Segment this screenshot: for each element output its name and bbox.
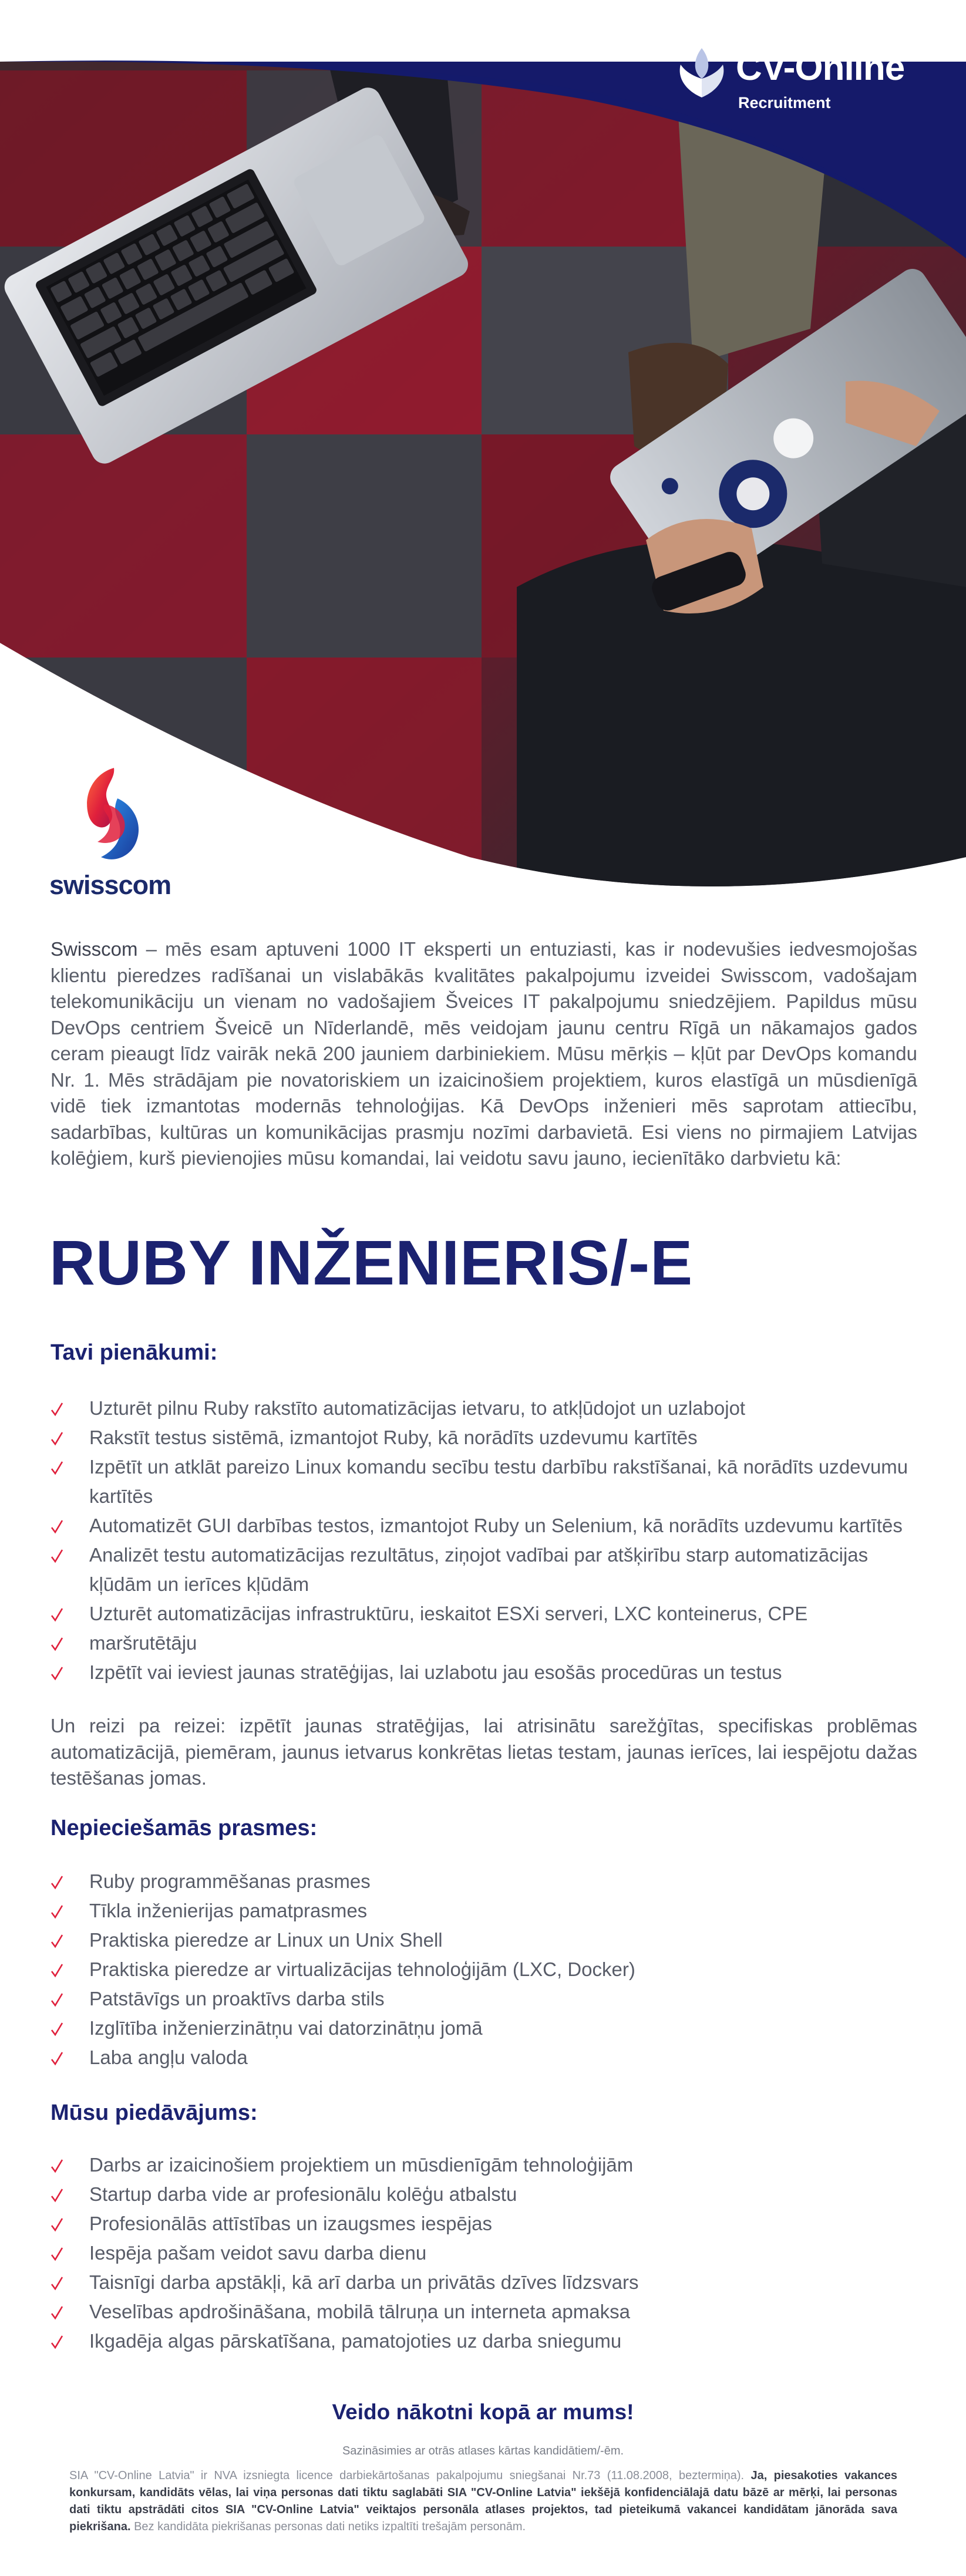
list-item: Praktiska pieredze ar Linux un Unix Shell	[51, 1926, 931, 1955]
cv-online-mark-icon	[672, 43, 731, 102]
list-item: Praktiska pieredze ar virtualizācijas tehnoloģijām (LXC, Docker)	[51, 1955, 931, 1984]
list-item: Uzturēt pilnu Ruby rakstīto automatizācijas ietvaru, to atkļūdojot un uzlabojot	[51, 1394, 931, 1423]
checkmark-icon	[51, 2022, 63, 2037]
checkmark-icon	[51, 2305, 63, 2321]
intro-text: – mēs esam aptuveni 1000 IT eksperti un entuziasti, kas ir nodevušies iedvesmojošas klientu pieredzes radīšanai un vislabākās kvalitātes pakalpojumu izveidei Swisscom, vadošajam telekomunikāciju un vienam no vadošajiem Šveices IT pakalpojumu sniedzējiem. Papildus mūsu DevOps centriem Šveicē un Nīderlandē, mēs veidojam jaunu centru Rīgā un nākamajos gados ceram pieaugt līdz vairāk nekā 200 jauniem darbiniekiem. Mūsu mērķis – kļūt par DevOps komandu Nr. 1. Mēs strādājam pie novatoriskiem un izaicinošiem projektiem, kuros elastīgā un mūsdienīgā vidē tiek izmantotas modernās tehnoloģijas. Kā DevOps inženieri mēs saprotam attiecību, sadarbības, kultūras un komunikācijas prasmju nozīmi darbavietā. Esi viens no pirmajiem Latvijas kolēģiem, kurš pievienojies mūsu komandai, lai veidotu savu jauno, iecienītāko darbvietu kā:	[51, 938, 917, 1169]
legal-notice	[69, 2467, 897, 2535]
checkmark-icon	[51, 1637, 63, 1652]
checkmark-icon	[51, 1666, 63, 1681]
list-item: Darbs ar izaicinošiem projektiem un mūsdienīgām tehnoloģijām	[51, 2150, 931, 2180]
checkmark-icon	[51, 1519, 63, 1535]
company-intro	[51, 936, 917, 1172]
skills-title: Nepieciešamās prasmes:	[51, 1816, 318, 1840]
duties-title: Tavi pienākumi:	[51, 1340, 218, 1365]
checkmark-icon	[51, 2217, 63, 2233]
brand-name: CV-Online	[736, 48, 905, 88]
list-item: Taisnīgi darba apstākļi, kā arī darba un privātās dzīves līdzsvars	[51, 2268, 931, 2297]
checkmark-icon	[51, 1402, 63, 1417]
list-item: Patstāvīgs un proaktīvs darba stils	[51, 1984, 931, 2014]
checkmark-icon	[51, 2188, 63, 2203]
skills-list	[51, 1867, 931, 2072]
list-item: Veselības apdrošināšana, mobilā tālruņa un interneta apmaksa	[51, 2297, 931, 2327]
checkmark-icon	[51, 1549, 63, 1564]
checkmark-icon	[51, 1461, 63, 1476]
list-item: Izpētīt un atklāt pareizo Linux komandu secību testu darbību rakstīšanai, kā norādīts uzdevumu kartītēs	[51, 1452, 931, 1511]
checkmark-icon	[51, 2159, 63, 2174]
list-item: Ikgadēja algas pārskatīšana, pamatojoties uz darba sniegumu	[51, 2327, 931, 2356]
swisscom-wordmark: swisscom	[49, 870, 171, 900]
cv-online-logo[interactable]	[672, 36, 919, 124]
list-item: Ruby programmēšanas prasmes	[51, 1867, 931, 1896]
checkmark-icon	[51, 1431, 63, 1447]
list-item: Izpētīt vai ieviest jaunas stratēģijas, lai uzlabotu jau esošās procedūras un testus	[51, 1658, 931, 1687]
list-item: Automatizēt GUI darbības testos, izmantojot Ruby un Selenium, kā norādīts uzdevumu kartītēs	[51, 1511, 931, 1540]
checkmark-icon	[51, 2276, 63, 2291]
offer-title: Mūsu piedāvājums:	[51, 2100, 258, 2125]
swisscom-logo	[49, 763, 190, 904]
brand-subtitle: Recruitment	[738, 94, 831, 112]
list-item: Izglītība inženierzinātņu vai datorzinātņu jomā	[51, 2014, 931, 2043]
legal-license: SIA "CV-Online Latvia" ir NVA izsniegta licence darbiekārtošanas pakalpojumu sniegšanai Nr.73 (11.08.2008, beztermiņa).	[69, 2469, 751, 2482]
list-item: Iespēja pašam veidot savu darba dienu	[51, 2238, 931, 2268]
list-item: Analizēt testu automatizācijas rezultātus, ziņojot vadībai par atšķirību starp automatizācijas kļūdām un ierīces kļūdām	[51, 1540, 931, 1599]
checkmark-icon	[51, 1992, 63, 2008]
extra-paragraph: Un reizi pa reizei: izpētīt jaunas stratēģijas, lai atrisinātu sarežģītas, specifiskas problēmas automatizācijā, piemēram, jaunus ietvarus konkrētas lietas testam, jaunas ierīces, lai iespējotu dažas testēšanas jomas.	[51, 1715, 917, 1789]
list-item: Laba angļu valoda	[51, 2043, 931, 2072]
checkmark-icon	[51, 2247, 63, 2262]
list-item: maršrutētāju	[51, 1628, 931, 1658]
checkmark-icon	[51, 2051, 63, 2066]
legal-consent: Ja, piesakoties vakances konkursam, kandidāts vēlas, lai viņa personas dati tiktu saglabāti SIA "CV-Online Latvia" iekšējā konfidenciālajā datu bāzē ar mērķi, lai personas dati tiktu apstrādāti citos SIA "CV-Online Latvia" veiktajos personāla atlases projektos, tad pieteikumā vakancei kandidātam jānorāda sava piekrišana.	[69, 2469, 897, 2533]
contact-note: Sazināsimies ar otrās atlases kārtas kandidātiem/-ēm.	[342, 2444, 624, 2457]
company-name: Swisscom	[51, 938, 138, 960]
offer-list	[51, 2150, 931, 2356]
list-item: Rakstīt testus sistēmā, izmantojot Ruby, kā norādīts uzdevumu kartītēs	[51, 1423, 931, 1452]
legal-privacy: Bez kandidāta piekrišanas personas dati netiks izpaltīti trešajām personām.	[130, 2520, 526, 2533]
job-title: RUBY INŽENIERIS/-E	[49, 1227, 694, 1298]
checkmark-icon	[51, 1875, 63, 1890]
checkmark-icon	[51, 1934, 63, 1949]
list-item: Tīkla inženierijas pamatprasmes	[51, 1896, 931, 1926]
checkmark-icon	[51, 1904, 63, 1920]
checkmark-icon	[51, 2335, 63, 2350]
list-item: Startup darba vide ar profesionālu kolēģu atbalstu	[51, 2180, 931, 2209]
duties-list	[51, 1394, 931, 1687]
swisscom-lifeform-icon	[70, 763, 153, 869]
checkmark-icon	[51, 1963, 63, 1978]
call-to-action: Veido nākotni kopā ar mums!	[332, 2400, 634, 2424]
list-item: Uzturēt automatizācijas infrastruktūru, ieskaitot ESXi serveri, LXC konteinerus, CPE	[51, 1599, 931, 1628]
checkmark-icon	[51, 1607, 63, 1623]
list-item: Profesionālās attīstības un izaugsmes iespējas	[51, 2209, 931, 2238]
